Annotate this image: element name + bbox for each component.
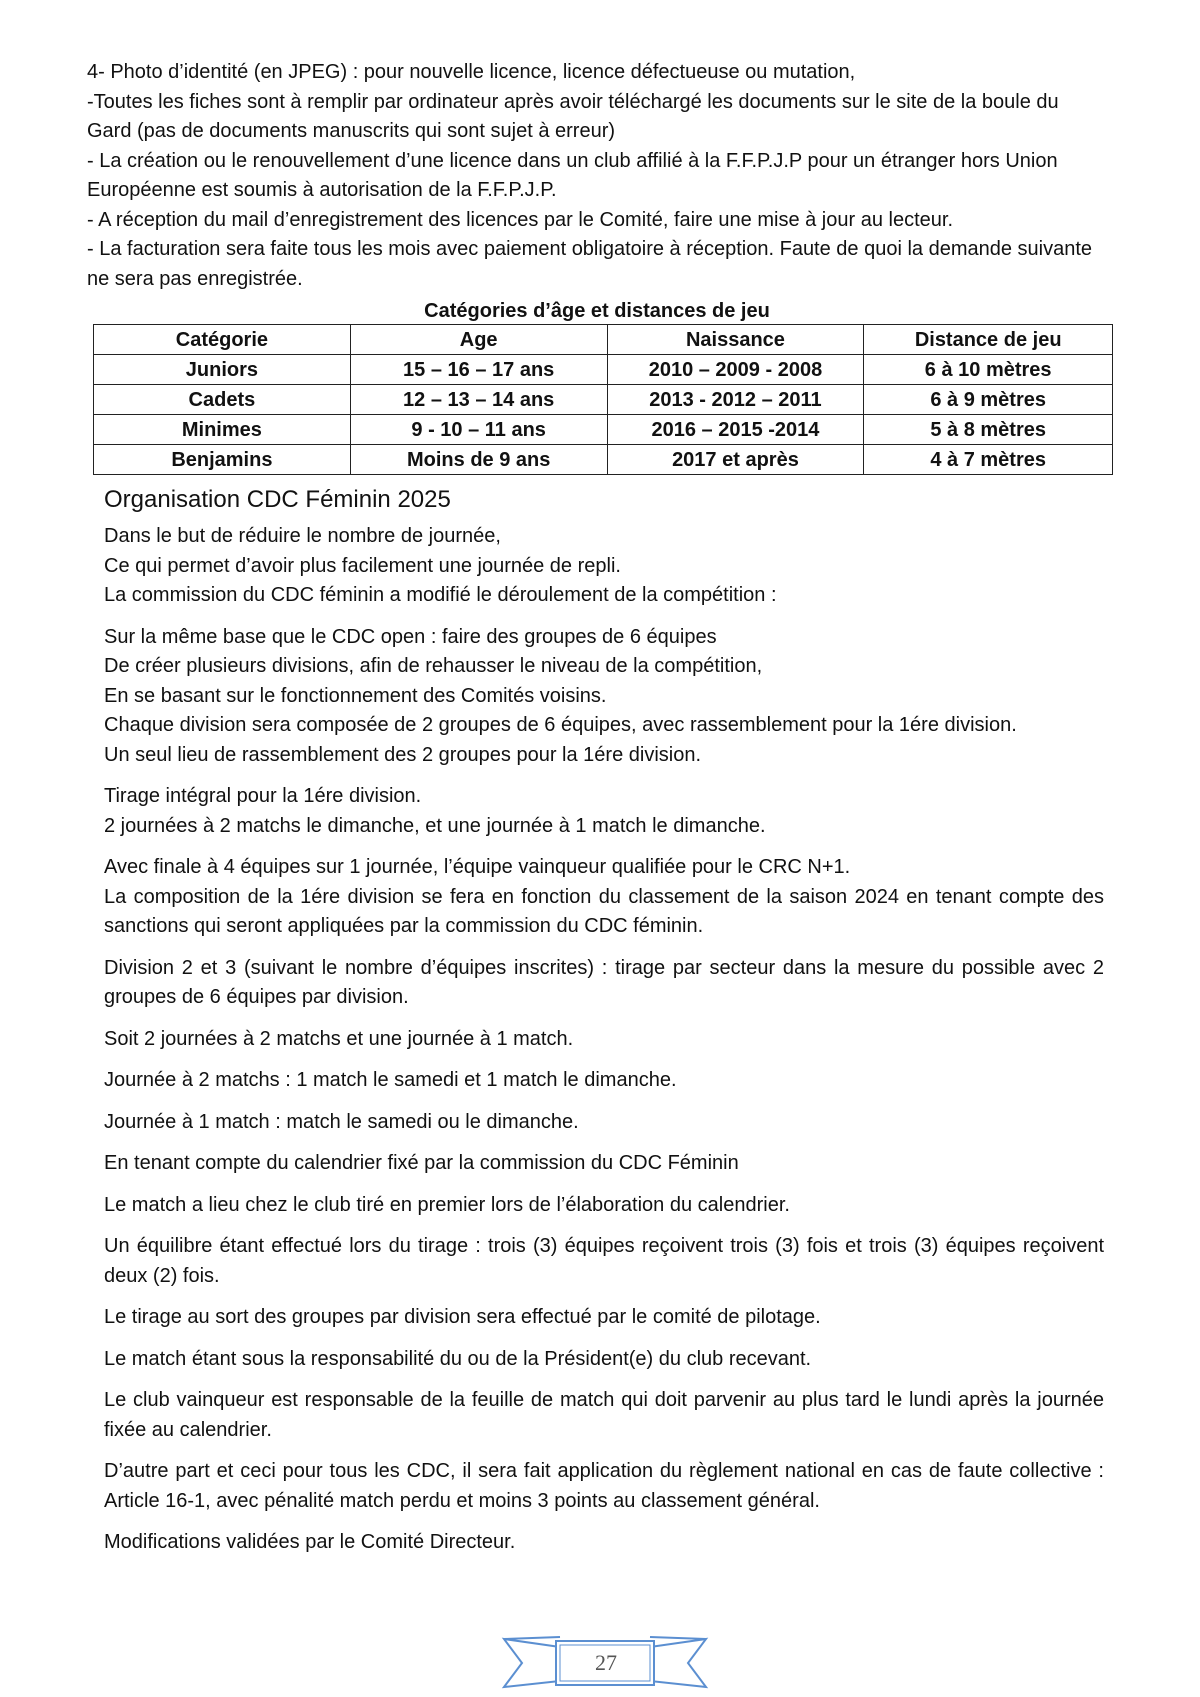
table-cell: Cadets	[94, 385, 351, 415]
organisation-paragraph: 2 journées à 2 matchs le dimanche, et une journée à 1 match le dimanche.	[104, 814, 766, 837]
table-cell: 2017 et après	[607, 445, 864, 475]
table-cell: Juniors	[94, 355, 351, 385]
table-row	[94, 385, 1113, 415]
intro-section	[87, 58, 1107, 294]
table-cell: 2016 – 2015 -2014	[607, 415, 864, 445]
organisation-paragraph: Le match a lieu chez le club tiré en premier lors de l’élaboration du calendrier.	[104, 1193, 790, 1216]
table-cell: 4 à 7 mètres	[864, 445, 1113, 475]
organisation-paragraph: Modifications validées par le Comité Directeur.	[104, 1531, 516, 1553]
intro-paragraph: - A réception du mail d’enregistrement des licences par le Comité, faire une mise à jour au lecteur.	[87, 208, 953, 231]
table-row	[94, 415, 1113, 445]
table-cell: 5 à 8 mètres	[864, 415, 1113, 445]
table-header-row	[94, 325, 1113, 355]
header-cell: Distance de jeu	[864, 325, 1113, 355]
table-cell: 6 à 10 mètres	[864, 355, 1113, 385]
organisation-paragraph: Tirage intégral pour la 1ére division.	[104, 785, 422, 807]
intro-paragraph: - La facturation sera faite tous les mois avec paiement obligatoire à réception. Faute de quoi la demande suivante ne sera pas enregistrée.	[87, 238, 1093, 290]
page-footer	[500, 1633, 710, 1691]
organisation-paragraph: Un équilibre étant effectué lors du tirage : trois (3) équipes reçoivent trois (3) fois et trois (3) équipes reçoivent deux (2) fois.	[104, 1235, 1104, 1287]
table-cell: Moins de 9 ans	[350, 445, 607, 475]
header-cell: Naissance	[607, 325, 864, 355]
organisation-paragraph: La commission du CDC féminin a modifié le déroulement de la compétition :	[104, 584, 777, 606]
organisation-paragraph: Le club vainqueur est responsable de la feuille de match qui doit parvenir au plus tard le lundi après la journée fixée au calendrier.	[104, 1389, 1104, 1441]
section-heading: Organisation CDC Féminin 2025	[104, 486, 451, 513]
organisation-paragraph: Un seul lieu de rassemblement des 2 groupes pour la 1ére division.	[104, 743, 702, 766]
organisation-paragraph: Journée à 1 match : match le samedi ou le dimanche.	[104, 1110, 579, 1133]
table-cell: 2013 - 2012 – 2011	[607, 385, 864, 415]
table-cell: Benjamins	[94, 445, 351, 475]
page-number: 27	[595, 1650, 617, 1675]
table-row	[94, 445, 1113, 475]
organisation-paragraph: Sur la même base que le CDC open : faire des groupes de 6 équipes	[104, 625, 717, 648]
organisation-paragraph: Journée à 2 matchs : 1 match le samedi et 1 match le dimanche.	[104, 1069, 677, 1091]
age-category-table	[93, 324, 1113, 475]
organisation-paragraph: Soit 2 journées à 2 matchs et une journée à 1 match.	[104, 1027, 574, 1050]
organisation-paragraph: De créer plusieurs divisions, afin de rehausser le niveau de la compétition,	[104, 655, 763, 677]
intro-paragraph: - La création ou le renouvellement d’une licence dans un club affilié à la F.F.P.J.P pour un étranger hors Union Européenne est soumis à autorisation de la F.F.P.J.P.	[87, 149, 1058, 201]
organisation-paragraph: Le match étant sous la responsabilité du ou de la Président(e) du club recevant.	[104, 1347, 812, 1370]
organisation-paragraph: Ce qui permet d’avoir plus facilement une journée de repli.	[104, 554, 621, 577]
header-cell: Age	[350, 325, 607, 355]
organisation-paragraph: Dans le but de réduire le nombre de journée,	[104, 525, 501, 547]
organisation-paragraph: Chaque division sera composée de 2 groupes de 6 équipes, avec rassemblement pour la 1ére division.	[104, 714, 1017, 736]
header-cell: Catégorie	[94, 325, 351, 355]
organisation-paragraph: Le tirage au sort des groupes par division sera effectué par le comité de pilotage.	[104, 1306, 821, 1328]
table-cell: 2010 – 2009 - 2008	[607, 355, 864, 385]
table-cell: 6 à 9 mètres	[864, 385, 1113, 415]
table-title: Catégories d’âge et distances de jeu	[424, 300, 770, 322]
organisation-paragraph: En se basant sur le fonctionnement des Comités voisins.	[104, 684, 607, 707]
organisation-paragraph: Division 2 et 3 (suivant le nombre d’équipes inscrites) : tirage par secteur dans la mesure du possible avec 2 groupes de 6 équipes par division.	[104, 956, 1104, 1008]
organisation-paragraph: La composition de la 1ére division se fera en fonction du classement de la saison 2024 en tenant compte des sanctions qui seront appliquées par la commission du CDC féminin.	[104, 885, 1104, 937]
table-cell: 12 – 13 – 14 ans	[350, 385, 607, 415]
organisation-paragraph: En tenant compte du calendrier fixé par la commission du CDC Féminin	[104, 1152, 739, 1174]
organisation-paragraph: Avec finale à 4 équipes sur 1 journée, l’équipe vainqueur qualifiée pour le CRC N+1.	[104, 856, 851, 878]
organisation-section	[104, 484, 1104, 1558]
table-row	[94, 355, 1113, 385]
table-cell: 15 – 16 – 17 ans	[350, 355, 607, 385]
table-cell: Minimes	[94, 415, 351, 445]
intro-paragraph: -Toutes les fiches sont à remplir par ordinateur après avoir téléchargé les documents sur le site de la boule du Gard (pas de documents manuscrits qui sont sujet à erreur)	[87, 90, 1059, 142]
organisation-body	[104, 522, 1104, 1558]
organisation-paragraph: D’autre part et ceci pour tous les CDC, il sera fait application du règlement national en cas de faute collective : Article 16-1, avec pénalité match perdu et moins 3 points au classement général.	[104, 1460, 1104, 1512]
table-cell: 9 - 10 – 11 ans	[350, 415, 607, 445]
intro-paragraph: 4- Photo d’identité (en JPEG) : pour nouvelle licence, licence défectueuse ou mutation,	[87, 61, 856, 83]
